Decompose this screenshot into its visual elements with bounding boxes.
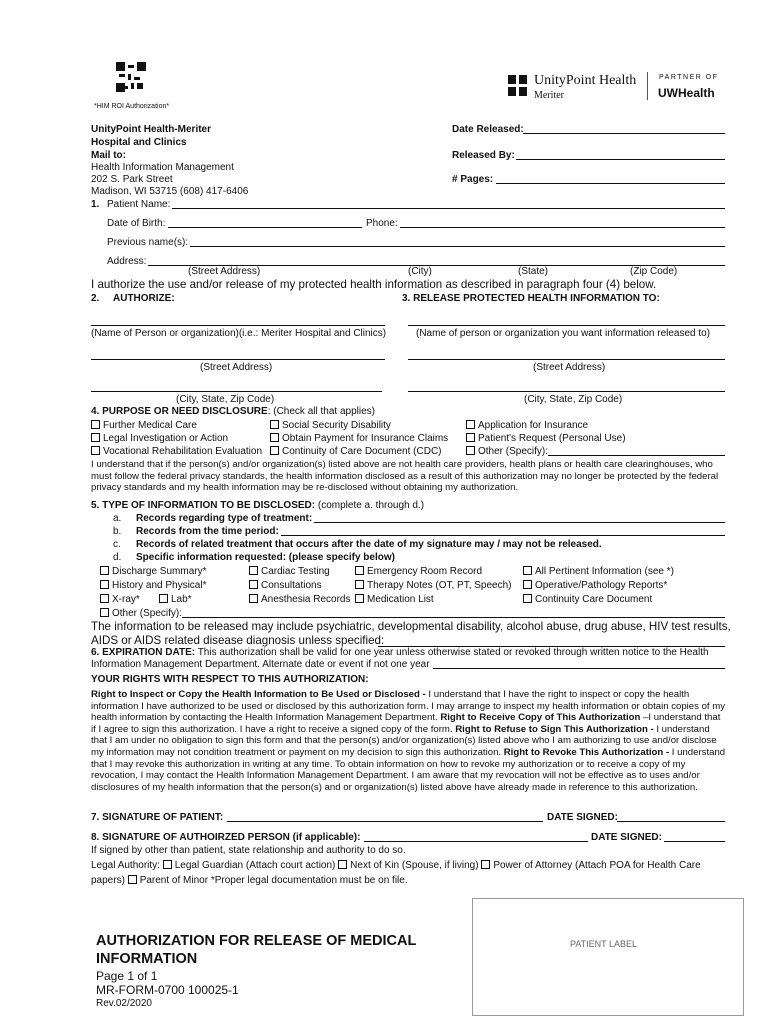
info-consultations[interactable]: Consultations	[249, 580, 322, 591]
section4-title: 4. PURPOSE OR NEED DISCLOSURE	[91, 406, 268, 417]
checkbox[interactable]	[159, 594, 168, 603]
purpose-application[interactable]: Application for Insurance	[466, 420, 588, 431]
section6-title: 6. EXPIRATION DATE:	[91, 647, 196, 658]
unitypoint-logo-icon	[508, 75, 528, 97]
authorized-signature-field[interactable]	[364, 841, 588, 842]
patient-signature-label: 7. SIGNATURE OF PATIENT:	[91, 812, 224, 823]
uwhealth-logo: UWHealth	[658, 86, 715, 100]
release-to-name-caption: (Name of person or organization you want information released to)	[416, 328, 711, 339]
authorize-street-caption: (Street Address)	[200, 362, 273, 373]
item-d-label: Specific information requested: (please specify below)	[136, 552, 395, 563]
release-to-name-field[interactable]	[408, 325, 725, 326]
section4-title-suffix: : (Check all that applies)	[267, 406, 375, 417]
purpose-other-field[interactable]	[548, 455, 725, 456]
info-history-physical[interactable]: History and Physical*	[100, 580, 206, 591]
checkbox[interactable]	[91, 433, 100, 442]
parent-of-minor-checkbox[interactable]	[128, 875, 137, 884]
checkbox[interactable]	[355, 580, 364, 589]
next-of-kin-checkbox[interactable]	[338, 860, 347, 869]
legal-guardian-checkbox[interactable]	[163, 860, 172, 869]
checkbox[interactable]	[100, 566, 109, 575]
authorize-name-caption: (Name of Person or organization)(i.e.: Meriter Hospital and Clinics)	[91, 328, 387, 339]
address-label: Address:	[107, 256, 147, 267]
mail-dept: Health Information Management	[91, 162, 234, 173]
logo-sub: Meriter	[534, 90, 564, 101]
dob-label: Date of Birth:	[107, 218, 166, 229]
form-title-line2: INFORMATION	[96, 951, 198, 967]
checkbox[interactable]	[249, 580, 258, 589]
released-by-field[interactable]	[516, 159, 725, 160]
patient-date-label: DATE SIGNED:	[547, 812, 618, 823]
pages-field[interactable]	[496, 183, 725, 184]
item-c-label: Records of related treatment that occurs after the date of my signature may / may not be released.	[136, 539, 602, 550]
zip-caption: (Zip Code)	[630, 266, 678, 277]
authorized-date-label: DATE SIGNED:	[591, 832, 662, 843]
release-to-street-caption: (Street Address)	[533, 362, 606, 373]
purpose-vocational[interactable]: Vocational Rehabilitation Evaluation	[91, 446, 262, 457]
authorize-name-field[interactable]	[91, 325, 385, 326]
release-to-city-field[interactable]	[408, 391, 725, 392]
dob-field[interactable]	[168, 227, 362, 228]
section5-title: 5. TYPE OF INFORMATION TO BE DISCLOSED:	[91, 500, 316, 511]
checkbox[interactable]	[100, 580, 109, 589]
checkbox[interactable]	[249, 566, 258, 575]
page-number: Page 1 of 1	[96, 969, 158, 983]
section1-number: 1.	[91, 199, 100, 210]
legal-authority-line2: papers) Parent of Minor *Proper legal documentation must be on file.	[91, 875, 408, 886]
checkbox[interactable]	[355, 594, 364, 603]
checkbox[interactable]	[100, 608, 109, 617]
street-caption: (Street Address)	[188, 266, 261, 277]
time-period-field[interactable]	[281, 535, 725, 536]
state-caption: (State)	[518, 266, 549, 277]
item-a-label: Records regarding type of treatment:	[136, 513, 313, 524]
released-by-label: Released By:	[452, 150, 515, 161]
form-number: MR-FORM-0700 100025-1	[96, 983, 239, 997]
purpose-insurance-payment[interactable]: Obtain Payment for Insurance Claims	[270, 433, 448, 444]
purpose-continuity[interactable]: Continuity of Care Document (CDC)	[270, 446, 442, 457]
patient-label-text: PATIENT LABEL	[570, 939, 638, 949]
checkbox[interactable]	[100, 594, 109, 603]
barcode-caption: *HIM ROI Authorization*	[94, 103, 170, 110]
info-anesthesia[interactable]: Anesthesia Records	[249, 594, 351, 605]
power-of-attorney-checkbox[interactable]	[481, 860, 490, 869]
expiration-field[interactable]	[433, 668, 725, 669]
purpose-legal[interactable]: Legal Investigation or Action	[91, 433, 228, 444]
barcode-image	[116, 62, 146, 92]
checkbox[interactable]	[270, 446, 279, 455]
info-all-pertinent[interactable]: All Pertinent Information (see *)	[523, 566, 674, 577]
mail-city: Madison, WI 53715 (608) 417-6406	[91, 186, 249, 197]
purpose-other[interactable]: Other (Specify):	[466, 446, 548, 457]
sensitive-info-line1: The information to be released may include psychiatric, developmental disability, alcohol abuse, drug abuse, HIV test results,	[91, 620, 731, 633]
info-medication-list[interactable]: Medication List	[355, 594, 434, 605]
checkbox[interactable]	[466, 433, 475, 442]
section2-number: 2.	[91, 293, 100, 304]
item-b-label: Records from the time period:	[136, 526, 279, 537]
patient-name-label: Patient Name:	[107, 199, 171, 210]
logo-name: UnityPoint Health	[534, 73, 637, 88]
mail-street: 202 S. Park Street	[91, 174, 173, 185]
info-operative[interactable]: Operative/Pathology Reports*	[523, 580, 667, 591]
revision: Rev.02/2020	[96, 998, 152, 1009]
authorized-signature-label: 8. SIGNATURE OF AUTHOIRZED PERSON (if applicable):	[91, 832, 361, 843]
checkbox[interactable]	[523, 566, 532, 575]
checkbox[interactable]	[466, 420, 475, 429]
partner-of: PARTNER OF	[659, 74, 719, 81]
purpose-social-security[interactable]: Social Security Disability	[270, 420, 391, 431]
section2-title: AUTHORIZE:	[113, 293, 175, 304]
checkbox[interactable]	[270, 433, 279, 442]
previous-names-field[interactable]	[190, 246, 725, 247]
expiration-text1: This authorization shall be valid for one year unless otherwise stated or revoked through written notice to the Health	[197, 647, 709, 658]
purpose-patient-request[interactable]: Patient's Request (Personal Use)	[466, 433, 626, 444]
relationship-note: If signed by other than patient, state relationship and authority to do so.	[91, 845, 406, 856]
info-other[interactable]: Other (Specify):	[100, 608, 182, 619]
checkbox[interactable]	[91, 420, 100, 429]
authorize-city-field[interactable]	[91, 391, 382, 392]
info-emergency-room[interactable]: Emergency Room Record	[355, 566, 482, 577]
checkbox[interactable]	[523, 580, 532, 589]
item-a-letter: a.	[113, 513, 122, 524]
date-released-label: Date Released:	[452, 124, 524, 135]
org-name: UnityPoint Health-Meriter	[91, 124, 212, 135]
section5-title-suffix: (complete a. through d.)	[317, 500, 425, 511]
checkbox[interactable]	[249, 594, 258, 603]
form-title-line1: AUTHORIZATION FOR RELEASE OF MEDICAL	[96, 933, 417, 949]
authorize-street-field[interactable]	[91, 359, 385, 360]
checkbox[interactable]	[270, 420, 279, 429]
info-continuity-doc[interactable]: Continuity Care Document	[523, 594, 652, 605]
phone-field[interactable]	[400, 227, 725, 228]
section3-title: 3. RELEASE PROTECTED HEALTH INFORMATION TO:	[402, 293, 660, 304]
item-c-letter: c.	[113, 539, 121, 550]
legal-authority-line1: Legal Authority: Legal Guardian (Attach court action) Next of Kin (Spouse, if living) Power of Attorney (Attach POA for Health Care	[91, 860, 701, 871]
info-xray[interactable]: X-ray*	[100, 594, 140, 605]
purpose-further-care[interactable]: Further Medical Care	[91, 420, 197, 431]
sensitive-info-line2: AIDS or AIDS related disease diagnosis unless specified:	[91, 634, 385, 647]
info-cardiac[interactable]: Cardiac Testing	[249, 566, 330, 577]
release-to-street-field[interactable]	[408, 359, 725, 360]
treatment-type-field[interactable]	[314, 522, 725, 523]
patient-label-box	[472, 898, 744, 1016]
release-to-city-caption: (City, State, Zip Code)	[524, 394, 623, 405]
checkbox[interactable]	[523, 594, 532, 603]
authorized-date-field[interactable]	[664, 841, 725, 842]
pages-label: # Pages:	[452, 174, 494, 185]
authorize-statement: I authorize the use and/or release of my protected health information as described in paragraph four (4) below.	[91, 278, 657, 291]
rights-title: YOUR RIGHTS WITH RESPECT TO THIS AUTHORIZATION:	[91, 674, 369, 685]
item-d-letter: d.	[113, 552, 122, 563]
expiration-text2: Information Management Department. Alternate date or event if not one year	[91, 659, 430, 670]
checkbox[interactable]	[355, 566, 364, 575]
info-other-field[interactable]	[182, 617, 725, 618]
city-caption: (City)	[408, 266, 432, 277]
patient-signature-field[interactable]	[227, 821, 543, 822]
org-name-2: Hospital and Clinics	[91, 137, 187, 148]
item-b-letter: b.	[113, 526, 122, 537]
phone-label: Phone:	[366, 218, 398, 229]
logo-divider	[647, 72, 648, 100]
info-lab[interactable]: Lab*	[159, 594, 192, 605]
rights-paragraph: Right to Inspect or Copy the Health Information to Be Used or Disclosed - I understand that I have the right to inspect or copy the health information I have authorized to be used or disclosed by this authorization form. I may arrange to inspect my health information or obtain copies of my health information by contacting the Health Information Management Department. Right to Receive Copy of This Authorization –I understand that if I agree to sign this authorization. I have a right to receive a signed copy of the form. Right to Refuse to Sign This Authorization - I understand that I am under no obligation to sign this form and that the person(s) and/or organization(s) listed above who I am authorizing to use and/or disclose my information may not condition treatment or payment on my decision to sign this authorization. Right to Revoke This Authorization - I understand that I may revoke this authorization in writing at any time. To obtain information on how to revoke my authorization or to receive a copy of my revocation, I may contact the Health Information Management Department. I am aware that my revocation will not be effective as to uses and/or disclosures of my health information that the person(s) and or organization(s) listed above have already made in reference to this authorization.	[91, 689, 726, 793]
patient-name-field[interactable]	[172, 208, 725, 209]
privacy-notice: I understand that if the person(s) and/or organization(s) listed above are not health care providers, health plans or health care clearinghouses, who must follow the federal privacy standards, the health information disclosed as a result of this authorization may no longer be protected by the federal privacy standards and my health information may be re-disclosed without obtaining my authorization.	[91, 459, 719, 494]
previous-names-label: Previous name(s):	[107, 237, 189, 248]
checkbox[interactable]	[466, 446, 475, 455]
authorize-city-caption: (City, State, Zip Code)	[176, 394, 275, 405]
info-therapy-notes[interactable]: Therapy Notes (OT, PT, Speech)	[355, 580, 512, 591]
info-discharge-summary[interactable]: Discharge Summary*	[100, 566, 206, 577]
checkbox[interactable]	[91, 446, 100, 455]
patient-date-field[interactable]	[617, 821, 725, 822]
date-released-field[interactable]	[523, 133, 725, 134]
mail-to-label: Mail to:	[91, 150, 126, 161]
